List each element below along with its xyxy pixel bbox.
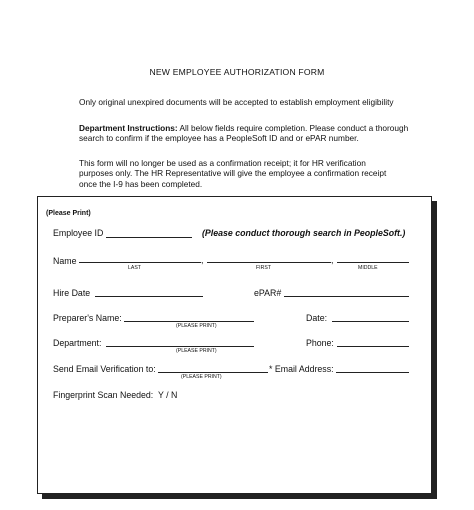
- name-label: Name: [53, 256, 77, 266]
- last-name-field[interactable]: [79, 262, 201, 263]
- send-email-field[interactable]: [158, 372, 268, 373]
- intro-text: Only original unexpired documents will be accepted to establish employment eligibility: [79, 97, 394, 107]
- epar-label: ePAR#: [254, 288, 282, 298]
- first-caption: FIRST: [256, 265, 271, 271]
- epar-field[interactable]: [284, 296, 409, 297]
- form-title: NEW EMPLOYEE AUTHORIZATION FORM: [149, 67, 325, 77]
- search-note: (Please conduct thorough search in PeopleSoft.): [202, 228, 406, 238]
- employee-id-label: Employee ID: [53, 228, 104, 238]
- date-label: Date:: [306, 313, 328, 323]
- please-print-label: (Please Print): [46, 210, 91, 217]
- hire-date-field[interactable]: [95, 296, 203, 297]
- email-address-field[interactable]: [336, 372, 409, 373]
- middle-caption: MIDDLE: [358, 265, 378, 271]
- send-email-print-caption: (PLEASE PRINT): [181, 374, 222, 380]
- dept-instructions-text: All below fields require completion. Please conduct a thorough search to confirm if the employee has a PeopleSoft ID and or ePAR number.: [79, 123, 409, 144]
- send-email-label: Send Email Verification to:: [53, 364, 156, 374]
- name-comma-1: ,: [201, 255, 204, 265]
- preparer-label: Preparer's Name:: [53, 313, 122, 323]
- preparer-name-field[interactable]: [124, 321, 254, 322]
- fingerprint-yn-options[interactable]: Y / N: [158, 390, 178, 400]
- dept-instructions-label: Department Instructions:: [79, 123, 178, 133]
- date-field[interactable]: [332, 321, 409, 322]
- last-caption: LAST: [128, 265, 141, 271]
- first-name-field[interactable]: [207, 262, 331, 263]
- hire-date-label: Hire Date: [53, 288, 91, 298]
- department-label: Department:: [53, 338, 102, 348]
- notice-text: This form will no longer be used as a confirmation receipt; it for HR verification purposes only. The HR Representative will give the employee a confirmation receipt once the I-9 has been completed.: [79, 158, 387, 189]
- email-address-label: * Email Address:: [269, 364, 334, 374]
- employee-id-field[interactable]: [106, 237, 192, 238]
- department-print-caption: (PLEASE PRINT): [176, 348, 217, 354]
- department-field[interactable]: [106, 346, 254, 347]
- phone-field[interactable]: [337, 346, 409, 347]
- department-instructions: [79, 123, 409, 144]
- name-comma-2: ,: [331, 255, 334, 265]
- fingerprint-label: Fingerprint Scan Needed:: [53, 390, 154, 400]
- middle-name-field[interactable]: [337, 262, 409, 263]
- preparer-print-caption: (PLEASE PRINT): [176, 323, 217, 329]
- phone-label: Phone:: [306, 338, 334, 348]
